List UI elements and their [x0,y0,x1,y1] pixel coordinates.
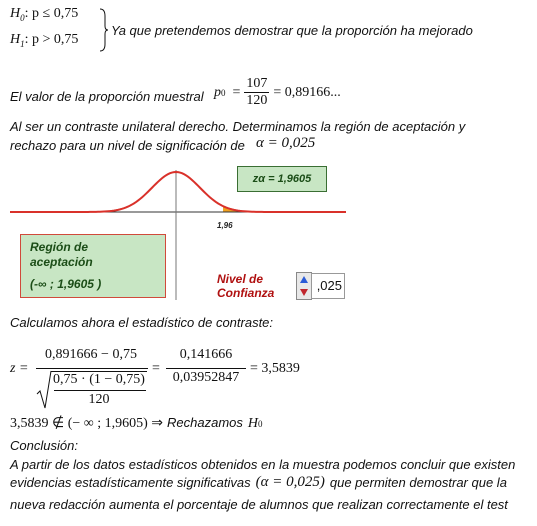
statistic-root-numerator: 0,75 · (1 − 0,75) [53,372,145,387]
sample-denominator: 120 [246,93,268,108]
tick-label-196: 1,96 [217,221,233,230]
h1-hypothesis [10,32,78,49]
conclusion-title: Conclusión: [10,438,78,453]
acceptance-region-box [20,234,166,298]
h1-relation: : p > 0,75 [24,32,79,47]
conclusion-line-2b: que permiten demostrar que la [329,475,507,490]
nivel-label [217,272,274,300]
h0-relation: : p ≤ 0,75 [24,6,79,21]
sqrt-sign [36,370,52,410]
statistic-root-n: 120 [88,392,110,407]
root-fraction-bar [54,390,146,391]
sample-text: El valor de la proporción muestral [10,89,204,104]
nivel-label-1: Nivel de [217,272,264,286]
fraction-bar-2 [166,368,246,369]
statistic-numerator-1: 0,891666 − 0,75 [45,347,137,362]
contrast-line-1: Al ser un contraste unilateral derecho. Determinamos la región de aceptación y [10,119,466,134]
confidence-value-field[interactable]: ,025 [311,273,345,299]
fraction-bar-1 [36,368,148,369]
contrast-alpha: α = 0,025 [256,135,316,151]
nivel-label-2: Confianza [217,286,275,300]
z-symbol: z = [10,361,29,376]
h0-hypothesis [10,6,78,23]
spinner-arrows [297,273,311,299]
sample-formula: p 0 = $\frac{107}{120}$ = 0,89166... [214,76,341,108]
spinner-up-icon[interactable] [300,276,308,283]
h0-label: H [10,6,21,21]
conclusion-line-2a: evidencias estadísticamente significativas [10,475,251,490]
decision-h: H [247,416,259,431]
conclusion-line-1: A partir de los datos estadísticos obtenidos en la muestra podemos concluir que existen [10,457,516,472]
sample-result: = 0,89166... [273,84,341,100]
h0-sub: 0 [20,12,25,23]
conclusion-line-3: nueva redacción aumenta el porcentaje de alumnos que realizan correctamente el test [10,497,508,512]
decision-line [10,415,263,432]
sample-symbol: p [214,84,221,100]
hypotheses-brace [99,8,109,52]
contrast-line-2: rechazo para un nivel de significación de [10,138,245,153]
region-interval: (-∞ ; 1,9605 ) [30,277,102,291]
confidence-spinner[interactable] [296,272,312,300]
statistic-intro: Calculamos ahora el estadístico de contraste: [10,315,274,330]
sample-numerator: 107 [246,76,268,91]
region-title-1: Región de [30,240,89,254]
decision-h-sub: 0 [258,419,263,429]
decision-text: Rechazamos [167,415,243,430]
spinner-down-icon[interactable] [300,289,308,296]
hypotheses-note: Ya que pretendemos demostrar que la proporción ha mejorado [111,23,473,38]
z-alpha-box: zα = 1,9605 [237,166,327,192]
sample-fraction [244,76,269,109]
region-title-2: aceptación [30,255,93,269]
statistic-equals: = [152,361,160,376]
h1-sub: 1 [20,38,25,49]
sample-symbol-sub: 0 [221,87,226,98]
statistic-numerator-2: 0,141666 [179,347,233,362]
decision-value: 3,5839 ∉ (− ∞ ; 1,9605) ⇒ [10,416,164,431]
conclusion-line-2 [10,474,507,491]
statistic-denominator-2: 0,03952847 [172,370,240,385]
h1-label: H [10,32,21,47]
conclusion-alpha: (α = 0,025) [255,474,325,490]
statistic-result: = 3,5839 [250,361,300,376]
